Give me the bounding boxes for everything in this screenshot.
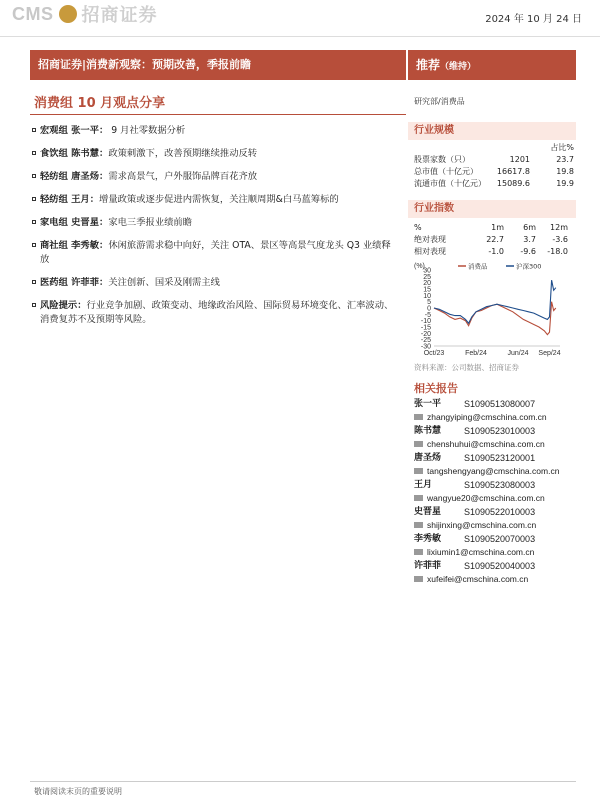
- row-value: 22.7: [486, 235, 504, 244]
- analyst-email-row: [414, 438, 576, 450]
- brand-logo: [12, 2, 158, 26]
- bullet-text: 需求高景气，户外服饰品牌百花齐放: [108, 171, 258, 182]
- section-industry-index: 行业指数: [408, 200, 576, 218]
- row-value: -3.6: [552, 235, 568, 244]
- analyst-row: [414, 506, 576, 519]
- y-tick-label: 15: [423, 286, 431, 294]
- logo-cms-text: CMS: [12, 3, 54, 24]
- legend-label: 沪深300: [516, 262, 542, 271]
- analyst-item: [414, 506, 576, 531]
- header-divider: [0, 36, 600, 37]
- analyst-email[interactable]: chenshuhui@cmschina.com.cn: [427, 439, 545, 449]
- report-date: 2024 年 10 月 24 日: [485, 14, 582, 25]
- bullet-label: 食饮组 陈书慧：: [40, 148, 109, 159]
- rating-label: 推荐: [416, 58, 441, 72]
- row-pct: 19.8: [556, 167, 574, 176]
- section-industry-scale: 行业规模: [408, 122, 576, 140]
- analyst-email-row: [414, 411, 576, 423]
- row-label: 流通市值（十亿元）: [414, 179, 486, 188]
- bullet-label: 轻纺组 王月：: [40, 194, 100, 205]
- mail-icon: [414, 441, 423, 447]
- bullet-text: 关注创新、国采及刚需主线: [108, 277, 220, 288]
- mail-icon: [414, 495, 423, 501]
- chart-source-note: 资料来源：公司数据、招商证券: [414, 363, 519, 372]
- y-tick-label: 20: [423, 280, 431, 288]
- x-tick-label: Jun/24: [507, 350, 529, 357]
- row-value: 3.7: [523, 235, 536, 244]
- bullet-item: [32, 216, 398, 230]
- rating-note: （维持）: [440, 62, 477, 72]
- row-pct: 23.7: [556, 155, 574, 164]
- analyst-name: 李秀敏: [414, 534, 442, 544]
- analyst-email-row: [414, 546, 576, 558]
- bullet-label: 商社组 李秀敏：: [40, 240, 109, 251]
- bullet-label: 家电组 史晋星：: [40, 217, 109, 228]
- legend-label: 消费品: [468, 262, 488, 271]
- page-title: 消费组 10 月观点分享: [34, 96, 166, 111]
- bullet-item: [32, 239, 398, 267]
- row-value: -1.0: [488, 247, 504, 256]
- bullet-label: 轻纺组 唐圣炀：: [40, 171, 109, 182]
- analyst-row: [414, 452, 576, 465]
- bullet-list: [32, 124, 398, 336]
- bullet-item: [32, 299, 398, 327]
- y-tick-label: 10: [423, 292, 431, 300]
- y-tick-label: -20: [420, 330, 431, 338]
- analyst-item: [414, 533, 576, 558]
- table-row: [414, 234, 574, 246]
- footer-divider: [30, 781, 576, 782]
- analyst-row: [414, 533, 576, 546]
- analyst-name: 陈书慧: [414, 426, 442, 436]
- analyst-row: [414, 560, 576, 573]
- analyst-email-row: [414, 573, 576, 585]
- analyst-item: [414, 452, 576, 477]
- col-header: 6m: [523, 223, 536, 232]
- bullet-label: 宏观组 张一平：: [40, 125, 109, 136]
- analyst-list: [414, 398, 576, 587]
- y-tick-label: 30: [423, 267, 431, 275]
- analyst-row: [414, 425, 576, 438]
- analyst-item: [414, 398, 576, 423]
- industry-index-table: [414, 222, 574, 258]
- analyst-name: 张一平: [414, 399, 442, 409]
- row-label: 股票家数（只）: [414, 155, 470, 164]
- y-tick-label: -15: [420, 324, 431, 332]
- logo-emblem-icon: [59, 5, 77, 23]
- analyst-cert-id: S1090520040003: [464, 561, 536, 571]
- series-line-1: [434, 302, 556, 335]
- analyst-cert-id: S1090523080003: [464, 480, 536, 490]
- bullet-item: [32, 147, 398, 161]
- analyst-cert-id: S1090520070003: [464, 534, 536, 544]
- related-reports-title: 相关报告: [414, 382, 458, 395]
- bullet-item: [32, 193, 398, 207]
- bullet-item: [32, 276, 398, 290]
- report-banner: 招商证券|消费新观察：预期改善，季报前瞻: [30, 50, 406, 80]
- bullet-item: [32, 170, 398, 184]
- analyst-email[interactable]: tangshengyang@cmschina.com.cn: [427, 466, 560, 476]
- analyst-cert-id: S1090522010003: [464, 507, 536, 517]
- table-row: [414, 154, 574, 166]
- col-header: 1m: [491, 223, 504, 232]
- y-tick-label: -30: [420, 343, 431, 351]
- y-tick-label: 0: [427, 305, 431, 313]
- analyst-name: 许菲菲: [414, 561, 442, 571]
- footer-note: 敬请阅读末页的重要说明: [34, 787, 122, 796]
- row-value: 16617.8: [496, 167, 530, 176]
- mail-icon: [414, 576, 423, 582]
- bullet-text: 家电三季报业绩前瞻: [108, 217, 193, 228]
- x-tick-label: Sep/24: [538, 350, 561, 357]
- y-tick-label: -10: [420, 318, 431, 326]
- x-tick-label: Oct/23: [423, 350, 445, 357]
- analyst-name: 王月: [414, 480, 433, 490]
- analyst-email[interactable]: shijinxing@cmschina.com.cn: [427, 520, 537, 530]
- bullet-text: 政策刺激下，改善预期继续推动反转: [108, 148, 258, 159]
- table-header-row: [414, 142, 574, 154]
- row-pct: 19.9: [556, 179, 574, 188]
- row-value: -9.6: [520, 247, 536, 256]
- analyst-email[interactable]: wangyue20@cmschina.com.cn: [427, 493, 545, 503]
- bullet-item: [32, 124, 398, 138]
- analyst-email-row: [414, 519, 576, 531]
- analyst-item: [414, 479, 576, 504]
- mail-icon: [414, 549, 423, 555]
- mail-icon: [414, 522, 423, 528]
- x-tick-label: Feb/24: [465, 350, 487, 357]
- bullet-text: 9 月社零数据分析: [108, 125, 186, 136]
- analyst-name: 史晋星: [414, 507, 442, 517]
- department-label: 研究部/消费品: [414, 97, 465, 106]
- bullet-label: 医药组 许菲菲：: [40, 277, 109, 288]
- y-tick-label: -5: [424, 311, 431, 319]
- mail-icon: [414, 468, 423, 474]
- y-tick-label: 5: [427, 299, 431, 307]
- row-label: 绝对表现: [414, 235, 446, 244]
- row-label: 总市值（十亿元）: [414, 167, 478, 176]
- pct-header: 占比%: [550, 143, 574, 152]
- row-value: 1201: [509, 155, 530, 164]
- analyst-email[interactable]: xufeifei@cmschina.com.cn: [427, 574, 529, 584]
- col-header: 12m: [550, 223, 568, 232]
- row-value: 15089.6: [496, 179, 530, 188]
- y-axis-label: (%): [414, 263, 425, 270]
- analyst-row: [414, 479, 576, 492]
- analyst-email-row: [414, 465, 576, 477]
- analyst-email[interactable]: zhangyiping@cmschina.com.cn: [427, 412, 547, 422]
- index-performance-chart: [410, 260, 576, 360]
- analyst-item: [414, 425, 576, 450]
- analyst-item: [414, 560, 576, 585]
- col-header: %: [414, 223, 422, 232]
- logo-name-text: 招商证券: [81, 5, 158, 26]
- title-divider: [30, 114, 406, 115]
- table-row: [414, 178, 574, 190]
- analyst-cert-id: S1090523010003: [464, 426, 536, 436]
- bullet-text: 休闲旅游需求稳中向好，关注 OTA、景区等高景气度龙头 Q3 业绩释放: [40, 240, 391, 265]
- table-row: [414, 246, 574, 258]
- row-value: -18.0: [547, 247, 568, 256]
- analyst-cert-id: S1090513080007: [464, 399, 536, 409]
- bullet-label: 风险提示：: [40, 300, 87, 311]
- bullet-text: 增量政策或逐步促进内需恢复，关注顺周期&白马蓝筹标的: [99, 194, 339, 205]
- row-label: 相对表现: [414, 247, 446, 256]
- y-tick-label: 25: [423, 273, 431, 281]
- analyst-email-row: [414, 492, 576, 504]
- table-row: [414, 166, 574, 178]
- analyst-email[interactable]: lixiumin1@cmschina.com.cn: [427, 547, 535, 557]
- series-line-2: [434, 280, 556, 323]
- rating-box: [408, 50, 576, 80]
- y-tick-label: -25: [420, 337, 431, 345]
- industry-scale-table: [414, 142, 574, 190]
- analyst-name: 唐圣炀: [414, 453, 442, 463]
- analyst-cert-id: S1090523120001: [464, 453, 536, 463]
- analyst-row: [414, 398, 576, 411]
- mail-icon: [414, 414, 423, 420]
- bullet-text: 行业竞争加剧、政策变动、地缘政治风险、国际贸易环境变化、汇率波动、消费复苏不及预期等风险。: [40, 300, 394, 325]
- table-header-row: [414, 222, 574, 234]
